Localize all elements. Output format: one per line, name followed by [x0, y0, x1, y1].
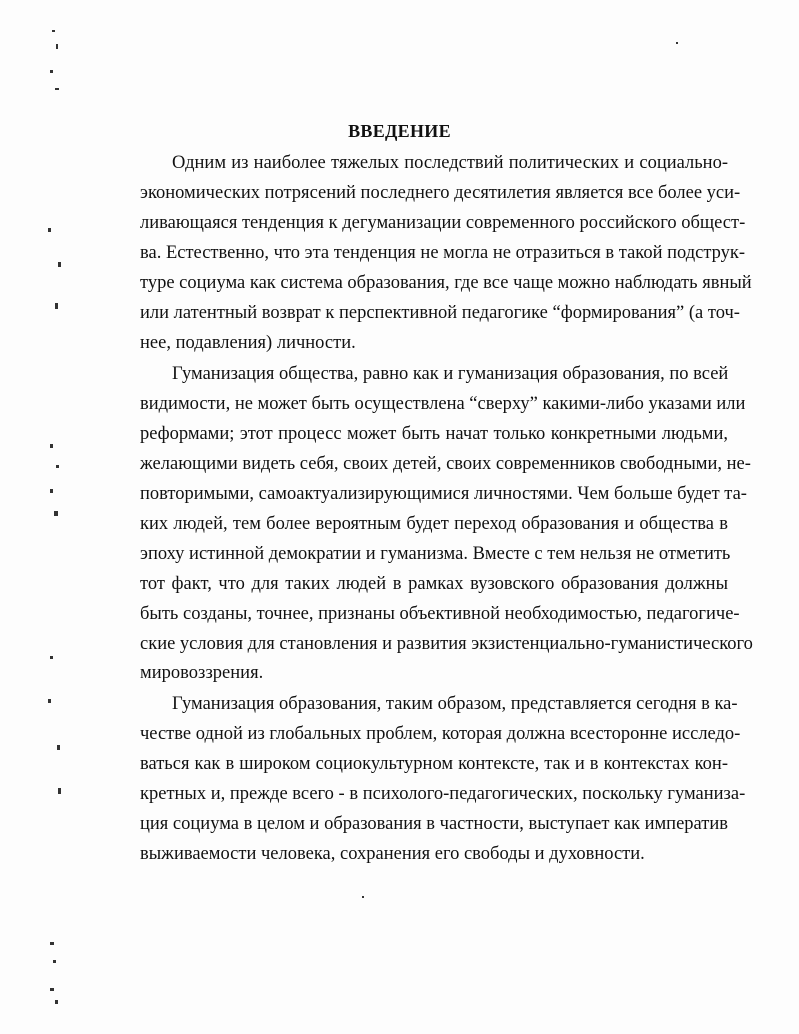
text-line: мировоззрения. [140, 663, 264, 683]
text-line: видимости, не может быть осуществлена “сверху” какими-либо указами или [140, 394, 746, 414]
scan-speck [50, 489, 53, 493]
text-line: ва. Естественно, что эта тенденция не могла не отразиться в такой подструк- [140, 243, 746, 263]
scan-speck [50, 656, 53, 659]
text-line: тот факт, что для таких людей в рамках вузовского образования должны [140, 574, 728, 594]
text-line: Гуманизация образования, таким образом, представляется сегодня в ка- [172, 694, 738, 714]
page-title: ВВЕДЕНИЕ [348, 121, 451, 141]
text-line: ких людей, тем более вероятным будет переход образования и общества в [140, 514, 728, 534]
scan-speck [56, 44, 58, 49]
scan-speck [362, 896, 364, 898]
text-line: желающими видеть себя, своих детей, своих современников свободными, не- [140, 454, 751, 474]
scan-speck [55, 303, 58, 309]
text-line: экономических потрясений последнего десятилетия является все более уси- [140, 183, 741, 203]
text-line: быть созданы, точнее, признаны объективной необходимостью, педагогиче- [140, 604, 740, 624]
scan-speck [55, 1000, 58, 1004]
scan-speck [58, 262, 61, 267]
scan-speck [50, 444, 53, 448]
text-line: туре социума как система образования, где все чаще можно наблюдать явный [140, 273, 752, 293]
scan-speck [58, 788, 61, 794]
text-line: эпоху истинной демократии и гуманизма. Вместе с тем нельзя не отметить [140, 544, 731, 564]
scan-speck [57, 745, 60, 750]
text-line: повторимыми, самоактуализирующимися личностями. Чем больше будет та- [140, 484, 747, 504]
scan-speck [50, 988, 54, 991]
scan-speck [48, 228, 51, 232]
text-line: ция социума в целом и образования в частности, выступает как императив [140, 814, 728, 834]
scan-speck [50, 70, 53, 73]
text-line: выживаемости человека, сохранения его свободы и духовности. [140, 844, 645, 864]
scan-speck [48, 699, 51, 703]
text-line: ливающаяся тенденция к дегуманизации современного российского общест- [140, 213, 746, 233]
text-line: реформами; этот процесс может быть начат только конкретными людьми, [140, 424, 728, 444]
scan-speck [50, 942, 54, 945]
text-line: Гуманизация общества, равно как и гуманизация образования, по всей [172, 364, 729, 384]
text-line: кретных и, прежде всего - в психолого-педагогических, поскольку гуманиза- [140, 784, 746, 804]
text-line: или латентный возврат к перспективной педагогике “формирования” (а точ- [140, 303, 740, 323]
text-line: ваться как в широком социокультурном контексте, так и в контекстах кон- [140, 754, 728, 774]
scan-speck [56, 465, 59, 468]
scan-speck [676, 42, 678, 44]
scan-speck [52, 30, 55, 32]
scan-speck [54, 511, 58, 516]
scan-speck [55, 88, 59, 90]
scan-speck [53, 960, 56, 963]
text-line: ские условия для становления и развития экзистенциально-гуманистического [140, 634, 753, 654]
text-line: нее, подавления) личности. [140, 333, 356, 353]
text-line: честве одной из глобальных проблем, которая должна всесторонне исследо- [140, 724, 741, 744]
text-line: Одним из наиболее тяжелых последствий политических и социально- [172, 153, 728, 173]
